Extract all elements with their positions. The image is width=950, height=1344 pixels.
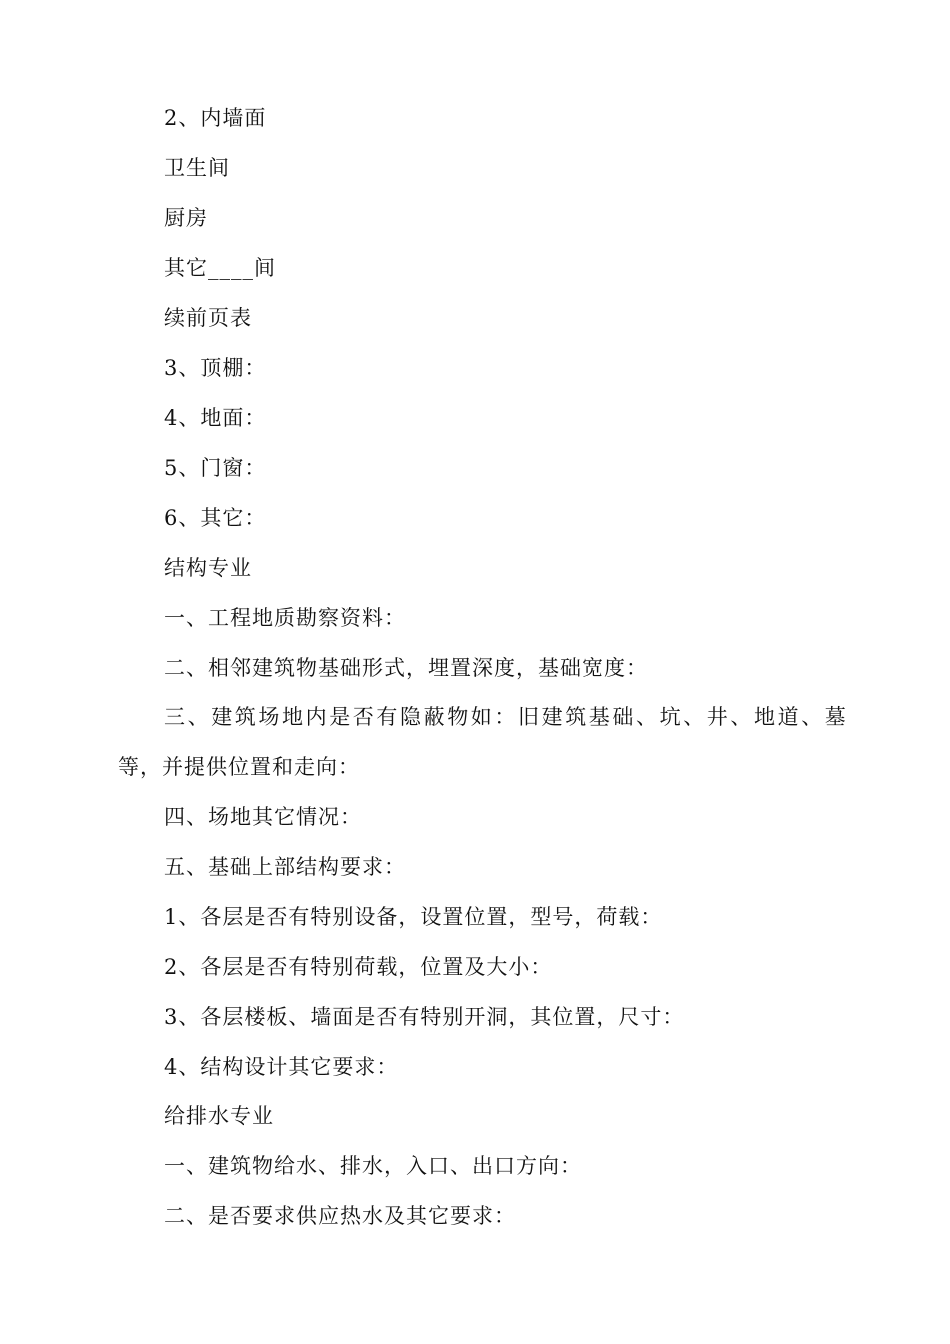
item-water-directions: 一、建筑物给水、排水，入口、出口方向： — [164, 1154, 582, 1178]
item-hidden-objects-continued: 等，并提供位置和走向： — [118, 755, 360, 779]
item-hidden-objects: 三、建筑场地内是否有隐蔽物如：旧建筑基础、坑、井、地道、墓 — [164, 705, 849, 729]
item-special-loads: 2、各层是否有特别荷载，位置及大小： — [164, 955, 553, 979]
item-structure-other: 4、结构设计其它要求： — [164, 1055, 399, 1079]
item-superstructure-requirements: 五、基础上部结构要求： — [164, 855, 406, 879]
item-ceiling: 3、顶棚： — [164, 356, 267, 380]
item-interior-wall: 2、内墙面 — [164, 106, 267, 130]
item-geological-survey: 一、工程地质勘察资料： — [164, 606, 406, 630]
section-heading-plumbing: 给排水专业 — [164, 1104, 274, 1128]
item-openings: 3、各层楼板、墙面是否有特别开洞，其位置，尺寸： — [164, 1005, 685, 1029]
item-hot-water: 二、是否要求供应热水及其它要求： — [164, 1204, 516, 1228]
table-continued-note: 续前页表 — [164, 306, 252, 330]
item-floor: 4、地面： — [164, 406, 267, 430]
item-other-room: 其它____间 — [164, 256, 276, 280]
item-special-equipment: 1、各层是否有特别设备，设置位置，型号，荷载： — [164, 905, 663, 929]
item-other: 6、其它： — [164, 506, 267, 530]
item-site-conditions: 四、场地其它情况： — [164, 805, 362, 829]
section-heading-structure: 结构专业 — [164, 556, 252, 580]
item-bathroom: 卫生间 — [164, 156, 230, 180]
item-doors-windows: 5、门窗： — [164, 456, 267, 480]
item-kitchen: 厨房 — [164, 206, 208, 230]
item-adjacent-foundation: 二、相邻建筑物基础形式，埋置深度，基础宽度： — [164, 656, 648, 680]
